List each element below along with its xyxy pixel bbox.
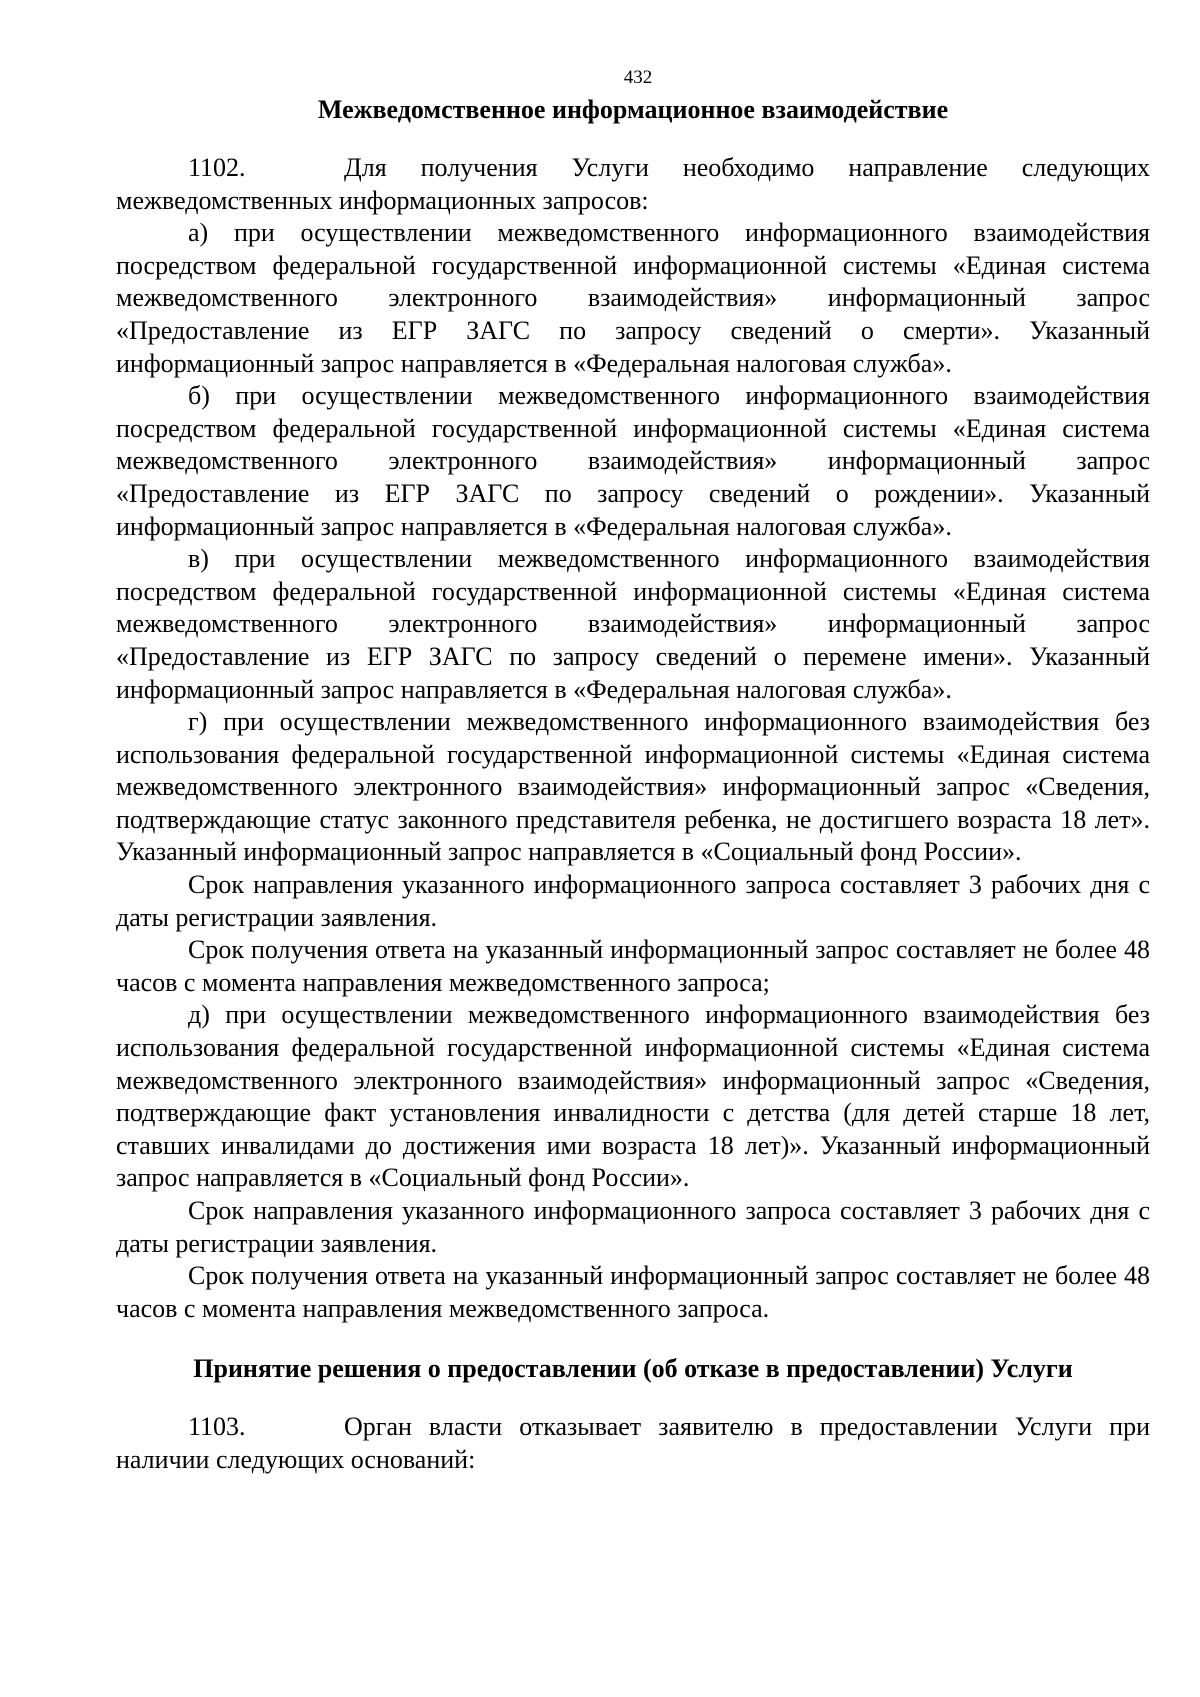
document-page xyxy=(116,66,1150,1477)
paragraph-1103 xyxy=(116,1411,1150,1476)
paragraph-d: д) при осуществлении межведомственного информационного взаимодействия без использования федеральной государственной информационной системы «Единая система межведомственного электронного взаимодействия» информационный запрос «Сведения, подтверждающие факт установления инвалидности с детства (для детей старше 18 лет, ставших инвалидами до достижения ими возраста 18 лет)». Указанный информационный запрос направляется в «Социальный фонд России». xyxy=(116,1000,1150,1193)
paragraph-g: г) при осуществлении межведомственного информационного взаимодействия без использования федеральной государственной информационной системы «Единая система межведомственного электронного взаимодействия» информационный запрос «Сведения, подтверждающие статус законного представителя ребенка, не достигшего возраста 18 лет». Указанный информационный запрос направляется в «Социальный фонд России». xyxy=(116,707,1150,867)
paragraph-v: в) при осуществлении межведомственного информационного взаимодействия посредством федеральной государственной информационной системы «Единая система межведомственного электронного взаимодействия» информационный запрос «Предоставление из ЕГР ЗАГС по запросу сведений о перемене имени». Указанный информационный запрос направляется в «Федеральная налоговая служба». xyxy=(116,544,1150,704)
paragraph-g-send-term: Срок направления указанного информационного запроса составляет 3 рабочих дня с даты регистрации заявления. xyxy=(116,870,1150,932)
paragraph-a: а) при осуществлении межведомственного информационного взаимодействия посредством федеральной государственной информационной системы «Единая система межведомственного электронного взаимодействия» информационный запрос «Предоставление из ЕГР ЗАГС по запросу сведений о смерти». Указанный информационный запрос направляется в «Федеральная налоговая служба». xyxy=(116,218,1150,378)
page-number: 432 xyxy=(623,67,653,88)
item-number-1103: 1103. xyxy=(188,1412,246,1442)
paragraph-b: б) при осуществлении межведомственного информационного взаимодействия посредством федеральной государственной информационной системы «Единая система межведомственного электронного взаимодействия» информационный запрос «Предоставление из ЕГР ЗАГС по запросу сведений о рождении». Указанный информационный запрос направляется в «Федеральная налоговая служба». xyxy=(116,381,1150,541)
paragraph-1102 xyxy=(116,152,1150,217)
item-number-1102: 1102. xyxy=(188,153,246,182)
section-heading-decision: Принятие решения о предоставлении (об отказе в предоставлении) Услуги xyxy=(193,1354,1073,1384)
item-text-1102: Для получения Услуги необходимо направление следующих межведомственных информационных запросов: xyxy=(116,153,1150,215)
item-text-1103: Орган власти отказывает заявителю в предоставлении Услуги при наличии следующих оснований: xyxy=(116,1412,1150,1474)
paragraph-d-response-term: Срок получения ответа на указанный информационный запрос составляет не более 48 часов с момента направления межведомственного запроса. xyxy=(116,1261,1150,1323)
paragraph-d-send-term: Срок направления указанного информационного запроса составляет 3 рабочих дня с даты регистрации заявления. xyxy=(116,1196,1150,1258)
paragraph-g-response-term: Срок получения ответа на указанный информационный запрос составляет не более 48 часов с момента направления межведомственного запроса; xyxy=(116,935,1150,997)
section-heading-interagency: Межведомственное информационное взаимодействие xyxy=(317,95,949,124)
